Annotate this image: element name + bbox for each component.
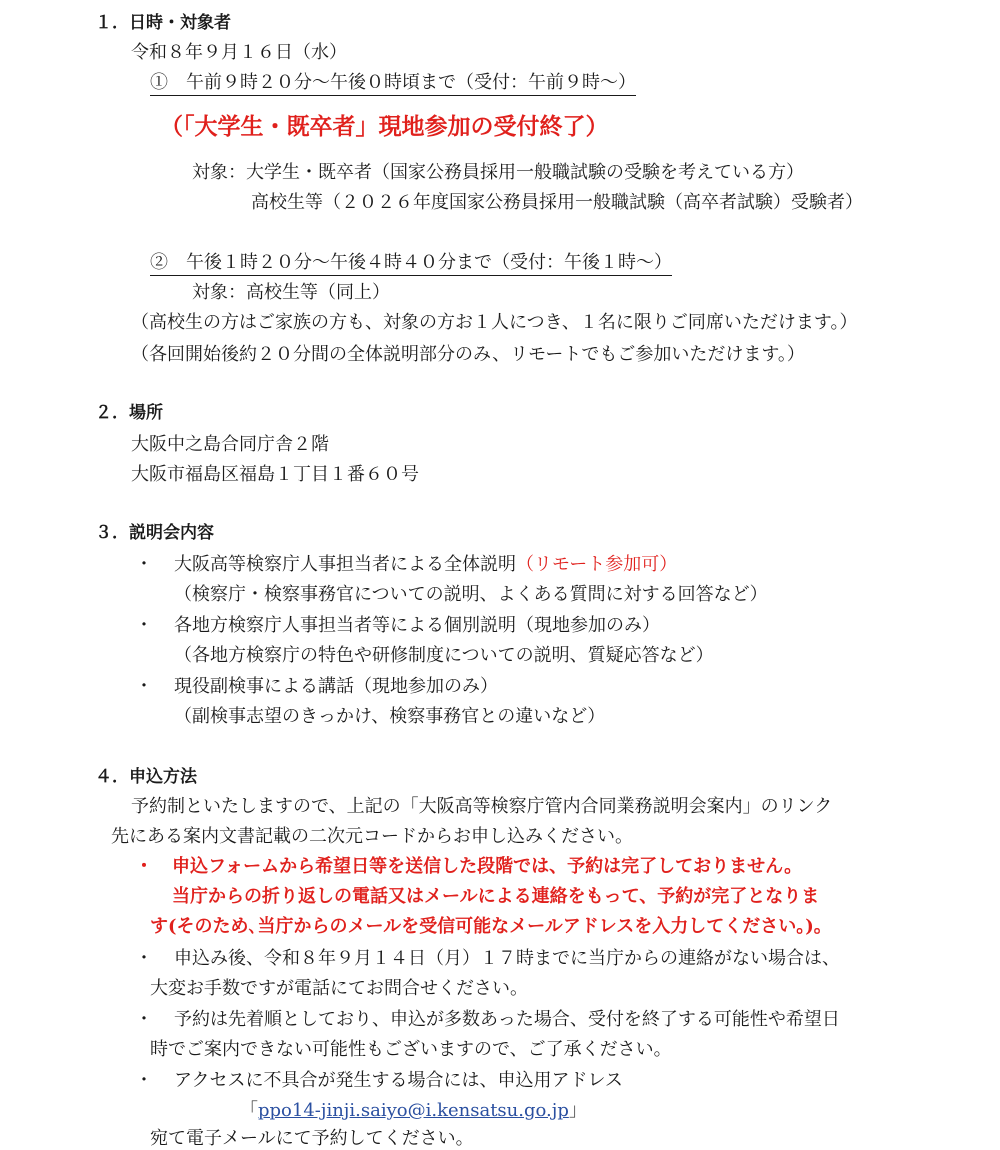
first-come-note: 予約は先着順としており、申込が多数あった場合、受付を終了する可能性や希望日 xyxy=(174,1009,840,1030)
access-issue-note: アクセスに不具合が発生する場合には、申込用アドレス xyxy=(174,1070,623,1091)
session2-time xyxy=(150,248,672,274)
reservation-warning-cont: す(そのため､当庁からのメールを受信可能なメールアドレスを入力してください｡)。 xyxy=(150,916,832,937)
email-open-bracket: 「 xyxy=(240,1100,258,1121)
registration-closed-notice: （「大学生・既卒者」現地参加の受付終了） xyxy=(160,114,609,140)
contact-deadline-note: 申込み後、令和８年９月１４日（月）１７時までに当庁からの連絡がない場合は、 xyxy=(174,948,840,969)
content-item-detail: （検察庁・検察事務官についての説明、よくある質問に対する回答など） xyxy=(174,584,768,605)
email-close-bracket: 」 xyxy=(568,1100,587,1121)
session1-target: 対象：大学生・既卒者（国家公務員採用一般職試験の受験を考えている方） xyxy=(192,162,804,183)
venue-name: 大阪中之島合同庁舎２階 xyxy=(131,434,329,455)
bullet: ・ xyxy=(135,948,153,969)
bullet: ・ xyxy=(135,856,153,877)
section4-heading: ４．申込方法 xyxy=(95,767,197,787)
application-email-link[interactable]: ppo14-jinji.saiyo@i.kensatsu.go.jp xyxy=(258,1100,569,1121)
email-reservation-note: 宛て電子メールにて予約してください。 xyxy=(150,1128,474,1149)
remote-available-label: （リモート参加可） xyxy=(516,554,678,575)
venue-address: 大阪市福島区福島１丁目１番６０号 xyxy=(131,464,419,485)
content-item-detail: （副検事志望のきっかけ、検察事務官との違いなど） xyxy=(174,706,606,727)
session1-target-highschool: 高校生等（２０２６年度国家公務員採用一般職試験（高卒者試験）受験者） xyxy=(251,192,863,213)
reservation-warning: 申込フォームから希望日等を送信した段階では、予約は完了しておりません。 xyxy=(172,856,803,877)
remote-note: （各回開始後約２０分間の全体説明部分のみ、リモートでもご参加いただけます。） xyxy=(131,344,805,365)
application-intro: 予約制といたしますので、上記の「大阪高等検察庁管内合同業務説明会案内」のリンク xyxy=(131,796,833,817)
bullet: ・ xyxy=(135,554,153,575)
reservation-warning-cont: 当庁からの折り返しの電話又はメールによる連絡をもって、予約が完了となりま xyxy=(172,886,820,907)
bullet: ・ xyxy=(135,1070,153,1091)
bullet: ・ xyxy=(135,1009,153,1030)
event-date: 令和８年９月１６日（水） xyxy=(131,42,347,63)
session2-label: ② 午後１時２０分～午後４時４０分まで（受付：午後１時～） xyxy=(150,252,672,276)
first-come-note-cont: 時でご案内できない可能性もございますので、ご了承ください。 xyxy=(150,1039,672,1060)
family-note: （高校生の方はご家族の方も、対象の方お１人につき、１名に限りご同席いただけます。） xyxy=(131,312,858,333)
section1-heading: １．日時・対象者 xyxy=(95,13,231,33)
bullet: ・ xyxy=(135,615,153,636)
content-item-general-briefing xyxy=(174,550,677,576)
bullet: ・ xyxy=(135,676,153,697)
content-item-individual-briefing: 各地方検察庁人事担当者等による個別説明（現地参加のみ） xyxy=(174,615,660,636)
session1-label: ① 午前９時２０分～午後０時頃まで（受付：午前９時～） xyxy=(150,72,636,96)
content-item-detail: （各地方検察庁の特色や研修制度についての説明、質疑応答など） xyxy=(174,645,714,666)
content-item-label: 大阪高等検察庁人事担当者による全体説明 xyxy=(174,554,516,575)
email-line xyxy=(240,1096,587,1122)
session2-target: 対象：高校生等（同上） xyxy=(192,282,390,303)
session1-time xyxy=(150,68,636,94)
application-intro-cont: 先にある案内文書記載の二次元コードからお申し込みください。 xyxy=(111,826,633,847)
section3-heading: ３．説明会内容 xyxy=(95,523,214,543)
section2-heading: ２．場所 xyxy=(95,403,163,423)
contact-deadline-note-cont: 大変お手数ですが電話にてお問合せください。 xyxy=(150,978,528,999)
content-item-lecture: 現役副検事による講話（現地参加のみ） xyxy=(174,676,498,697)
